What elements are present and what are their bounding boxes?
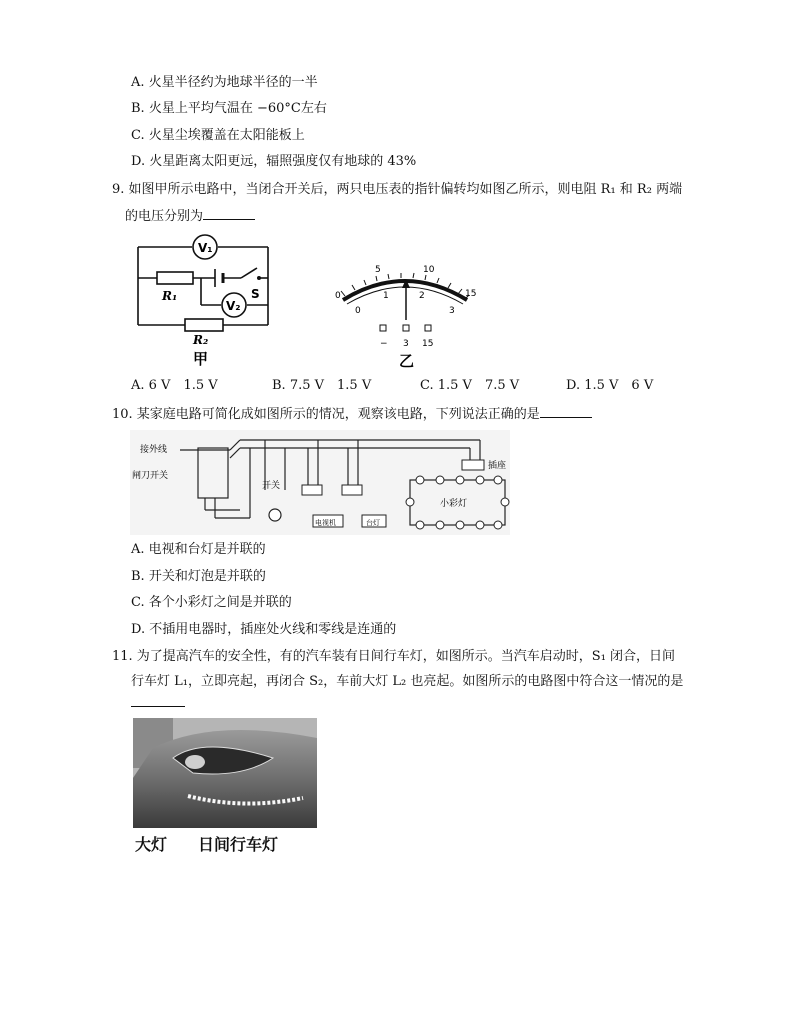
dial-bottom-tick-0: 0 bbox=[355, 306, 361, 316]
dial-top-tick-5: 5 bbox=[375, 265, 381, 275]
q10-household-circuit bbox=[130, 430, 510, 535]
q9-stem-line2 bbox=[125, 205, 255, 226]
q9-option-d: D. 1.5 V 6 V bbox=[566, 378, 654, 393]
q11-stem-line1: 11. 为了提高汽车的安全性，有的汽车装有日间行车灯，如图所示。当汽车启动时，S₁ 闭合，日间 bbox=[112, 649, 676, 664]
switch-label: S bbox=[251, 287, 260, 301]
q11-answer-line bbox=[131, 694, 185, 713]
label-tv: 电视机 bbox=[315, 519, 336, 527]
terminal-15-label: 15 bbox=[422, 339, 434, 349]
figure-a-caption: 甲 bbox=[193, 350, 209, 367]
q8-option-a: A. 火星半径约为地球半径的一半 bbox=[131, 75, 318, 90]
q11-answer-blank bbox=[131, 694, 185, 707]
terminal-15-icon bbox=[425, 325, 431, 331]
dial-top-tick-10: 10 bbox=[423, 265, 435, 275]
resistor-r1-icon bbox=[157, 272, 193, 284]
dial-bottom-tick-2: 2 bbox=[419, 291, 425, 301]
q8-option-d: D. 火星距离太阳更远，辐照强度仅有地球的 43% bbox=[131, 154, 417, 169]
r2-label: R₂ bbox=[193, 333, 209, 347]
lamp-plug-icon bbox=[342, 485, 362, 495]
q9-option-a: A. 6 V 1.5 V bbox=[131, 378, 218, 393]
q10-option-b: B. 开关和灯泡是并联的 bbox=[131, 569, 266, 584]
q10-stem bbox=[112, 403, 592, 424]
resistor-r2-icon bbox=[185, 319, 223, 331]
q9-answer-blank bbox=[203, 205, 255, 220]
switch-icon bbox=[257, 276, 261, 280]
q8-option-b: B. 火星上平均气温在 −60°C左右 bbox=[131, 101, 327, 116]
q11-stem-line2: 行车灯 L₁，立即亮起，再闭合 S₂，车前大灯 L₂ 也亮起。如图所示的电路图中符合这一情况的是 bbox=[131, 674, 684, 689]
label-desk-lamp: 台灯 bbox=[366, 519, 380, 527]
label-switch: 开关 bbox=[262, 481, 281, 491]
q9-voltmeter-dial bbox=[325, 258, 485, 373]
dial-bottom-tick-1: 1 bbox=[383, 291, 389, 301]
terminal-minus-label: − bbox=[380, 339, 388, 349]
terminal-3-label: 3 bbox=[403, 339, 409, 349]
q9-option-b: B. 7.5 V 1.5 V bbox=[272, 378, 372, 393]
v2-label: V₂ bbox=[226, 299, 241, 313]
q9-stem-line1: 9. 如图甲所示电路中，当闭合开关后，两只电压表的指针偏转均如图乙所示，则电阻 R₁ 和 R₂ 两端 bbox=[112, 182, 683, 197]
terminal-minus-icon bbox=[380, 325, 386, 331]
bulb-icon bbox=[269, 509, 281, 521]
q11-label-daytime-light: 日间行车灯 bbox=[198, 835, 279, 854]
tv-plug-icon bbox=[302, 485, 322, 495]
label-knife-switch: 闸刀开关 bbox=[132, 471, 169, 481]
label-socket: 插座 bbox=[488, 461, 507, 471]
q9-circuit-diagram bbox=[135, 232, 275, 367]
q11-label-headlight: 大灯 bbox=[135, 835, 168, 854]
socket-icon bbox=[462, 460, 484, 470]
label-small-lights: 小彩灯 bbox=[440, 499, 468, 509]
terminal-3-icon bbox=[403, 325, 409, 331]
v1-label: V₁ bbox=[198, 241, 213, 255]
q8-option-c: C. 火星尘埃覆盖在太阳能板上 bbox=[131, 128, 305, 143]
q10-option-d: D. 不插用电器时，插座处火线和零线是连通的 bbox=[131, 622, 397, 637]
r1-label: R₁ bbox=[162, 289, 178, 303]
q10-stem-text: 10. 某家庭电路可简化成如图所示的情况，观察该电路，下列说法正确的是 bbox=[112, 407, 540, 422]
dial-top-tick-0: 0 bbox=[335, 291, 341, 301]
q10-option-c: C. 各个小彩灯之间是并联的 bbox=[131, 595, 292, 610]
q9-stem-line2-text: 的电压分别为 bbox=[125, 209, 204, 224]
q9-option-c: C. 1.5 V 7.5 V bbox=[420, 378, 520, 393]
q10-answer-blank bbox=[540, 403, 592, 418]
dial-bottom-tick-3: 3 bbox=[449, 306, 455, 316]
dial-top-tick-15: 15 bbox=[465, 289, 477, 299]
q11-car-photo bbox=[133, 718, 317, 828]
figure-b-caption: 乙 bbox=[399, 352, 415, 370]
q10-option-a: A. 电视和台灯是并联的 bbox=[131, 542, 266, 557]
label-external-line: 接外线 bbox=[140, 445, 168, 455]
